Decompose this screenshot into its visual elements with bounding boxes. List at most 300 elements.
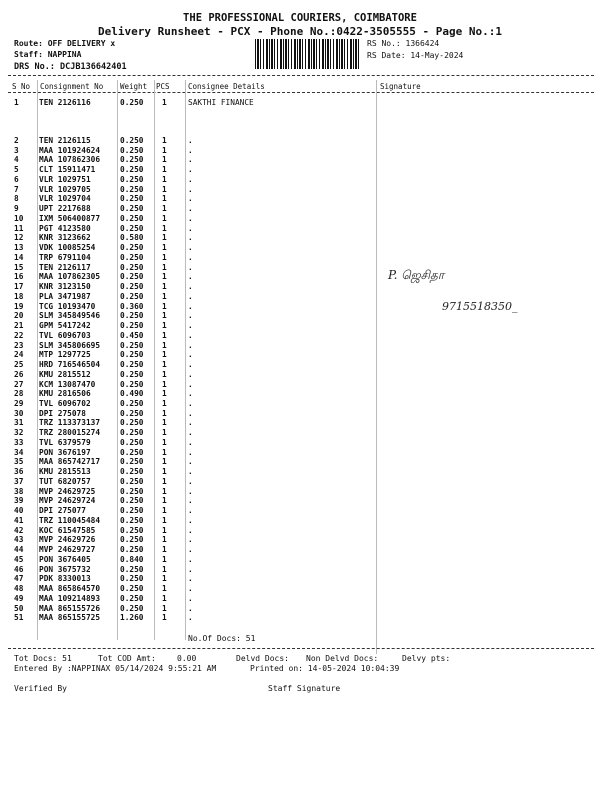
cell-wt: 0.250 — [120, 398, 144, 408]
cell-det: . — [188, 145, 193, 155]
cell-sno: 7 — [14, 184, 19, 194]
cell-wt: 1.260 — [120, 613, 144, 623]
cell-wt: 0.250 — [120, 204, 144, 214]
cell-pcs: 1 — [162, 252, 167, 262]
handwritten-signature: P. ஜெசிதா — [388, 268, 445, 282]
cell-det: . — [188, 291, 193, 301]
cell-cons: SLM 345849546 — [39, 311, 101, 321]
cell-cons: VLR 1029704 — [39, 194, 91, 204]
cell-wt: 0.250 — [120, 184, 144, 194]
cell-det: . — [188, 321, 193, 331]
drs-number: DRS No.: DCJB136642401 — [14, 62, 127, 72]
cell-det: . — [188, 174, 193, 184]
staff-label: Staff: NAPPINA — [14, 50, 82, 59]
cell-pcs: 1 — [162, 476, 167, 486]
cell-cons: MVP 24629726 — [39, 535, 96, 545]
cell-sno: 46 — [14, 564, 24, 574]
cell-wt: 0.250 — [120, 476, 144, 486]
staff-signature: Staff Signature — [268, 684, 341, 693]
cell-wt: 0.250 — [120, 311, 144, 321]
cell-sno: 19 — [14, 301, 24, 311]
cell-pcs: 1 — [162, 613, 167, 623]
table-row — [0, 204, 600, 214]
cell-pcs: 1 — [162, 360, 167, 370]
cell-pcs: 1 — [162, 321, 167, 331]
table-row — [0, 565, 600, 575]
cell-cons: KNR 3123662 — [39, 233, 91, 243]
cell-cons: TRZ 280015274 — [39, 428, 101, 438]
cell-wt: 0.250 — [120, 272, 144, 282]
table-row — [0, 399, 600, 409]
cell-pcs: 1 — [162, 379, 167, 389]
cell-pcs: 1 — [162, 545, 167, 555]
table-row — [0, 477, 600, 487]
cell-wt: 0.250 — [120, 165, 144, 175]
table-row — [0, 467, 600, 477]
cell-sno: 16 — [14, 272, 24, 282]
cell-sno: 28 — [14, 389, 24, 399]
cell-det: . — [188, 457, 193, 467]
cell-sno: 48 — [14, 584, 24, 594]
cell-pcs: 1 — [162, 204, 167, 214]
cell-sno: 49 — [14, 593, 24, 603]
cell-wt: 0.250 — [120, 243, 144, 253]
cell-sno: 23 — [14, 340, 24, 350]
cell-det: . — [188, 506, 193, 516]
cell-wt: 0.250 — [120, 535, 144, 545]
runsheet-title: Delivery Runsheet - PCX - Phone No.:0422-3505555 - Page No.:1 — [98, 25, 502, 38]
cell-pcs: 1 — [162, 174, 167, 184]
cell-cons: MAA 107862306 — [39, 155, 101, 165]
cell-wt: 0.250 — [120, 262, 144, 272]
column-header-weight: Weight — [120, 82, 148, 91]
route-label: Route: OFF DELIVERY x — [14, 39, 116, 48]
table-row — [0, 428, 600, 438]
cell-det: . — [188, 243, 193, 253]
cell-sno: 22 — [14, 330, 24, 340]
table-row — [0, 253, 600, 263]
cell-wt: 0.250 — [120, 603, 144, 613]
cell-pcs: 1 — [162, 184, 167, 194]
cell-pcs: 1 — [162, 584, 167, 594]
column-header-pcs: PCS — [156, 82, 170, 91]
cell-pcs: 1 — [162, 301, 167, 311]
cell-det: . — [188, 554, 193, 564]
cell-wt: 0.250 — [120, 321, 144, 331]
cell-det: . — [188, 467, 193, 477]
cell-wt: 0.250 — [120, 282, 144, 292]
cell-det: . — [188, 282, 193, 292]
cell-wt: 0.250 — [120, 574, 144, 584]
cell-cons: PDK 8330013 — [39, 574, 91, 584]
cell-sno: 42 — [14, 525, 24, 535]
cell-wt: 0.360 — [120, 301, 144, 311]
cell-wt: 0.840 — [120, 554, 144, 564]
cell-det: . — [188, 233, 193, 243]
cell-sno: 2 — [14, 136, 19, 145]
cell-cons: TVL 6096702 — [39, 398, 91, 408]
cell-cons: TVL 6379579 — [39, 437, 91, 447]
cell-cons: KMU 2815512 — [39, 369, 91, 379]
column-header-details: Consignee Details — [188, 82, 265, 91]
cell-cons: SLM 345806695 — [39, 340, 101, 350]
cell-wt: 0.250 — [120, 408, 144, 418]
cell-wt: 0.250 — [120, 379, 144, 389]
entered-by: Entered By :NAPPINAX 05/14/2024 9:55:21 AM — [14, 664, 217, 673]
no-of-docs: No.Of Docs: 51 — [188, 634, 256, 643]
cell-sno: 38 — [14, 486, 24, 496]
cell-pcs: 1 — [162, 564, 167, 574]
total-cod-label: Tot COD Amt: — [98, 654, 156, 663]
cell-sno: 10 — [14, 213, 24, 223]
column-header-consignment: Consignment No — [40, 82, 104, 91]
table-row — [0, 457, 600, 467]
cell-sno: 12 — [14, 233, 24, 243]
cell-cons: KNR 3123150 — [39, 282, 91, 292]
cell-wt: 0.250 — [120, 457, 144, 467]
cell-wt: 0.250 — [120, 291, 144, 301]
table-row — [0, 98, 600, 108]
cell-sno: 3 — [14, 145, 19, 155]
cell-wt: 0.250 — [120, 584, 144, 594]
table-row — [0, 136, 600, 146]
cell-cons: TCG 10193470 — [39, 301, 96, 311]
cell-pcs: 1 — [162, 194, 167, 204]
delivered-docs: Delvd Docs: — [236, 654, 289, 663]
cell-pcs: 1 — [162, 486, 167, 496]
cell-sno: 6 — [14, 174, 19, 184]
cell-cons: IXM 506400877 — [39, 213, 101, 223]
cell-pcs: 1 — [162, 418, 167, 428]
cell-det: . — [188, 194, 193, 204]
cell-pcs: 1 — [162, 398, 167, 408]
cell-cons: DPI 275078 — [39, 408, 86, 418]
cell-wt: 0.250 — [120, 447, 144, 457]
cell-det: . — [188, 360, 193, 370]
cell-cons: MAA 101924624 — [39, 145, 101, 155]
cell-sno: 45 — [14, 554, 24, 564]
cell-cons: VLR 1029751 — [39, 174, 91, 184]
cell-wt: 0.250 — [120, 98, 144, 107]
divider-header — [8, 92, 594, 93]
table-row — [0, 389, 600, 399]
cell-det: . — [188, 496, 193, 506]
cell-det: . — [188, 486, 193, 496]
cell-cons: TUT 6820757 — [39, 476, 91, 486]
cell-cons: MVP 24629724 — [39, 496, 96, 506]
table-row — [0, 574, 600, 584]
cell-cons: KMU 2816506 — [39, 389, 91, 399]
cell-pcs: 1 — [162, 165, 167, 175]
cell-wt: 0.250 — [120, 340, 144, 350]
cell-pcs: 1 — [162, 233, 167, 243]
rs-number: RS No.: 1366424 — [367, 39, 440, 48]
cell-cons: PON 3676197 — [39, 447, 91, 457]
cell-sno: 33 — [14, 437, 24, 447]
cell-cons: PGT 4123580 — [39, 223, 91, 233]
cell-sno: 21 — [14, 321, 24, 331]
cell-cons: MAA 865155725 — [39, 613, 101, 623]
cell-cons: MAA 107862305 — [39, 272, 101, 282]
cell-pcs: 1 — [162, 593, 167, 603]
cell-wt: 0.250 — [120, 467, 144, 477]
cell-sno: 26 — [14, 369, 24, 379]
cell-pcs: 1 — [162, 437, 167, 447]
table-row — [0, 165, 600, 175]
cell-wt: 0.250 — [120, 145, 144, 155]
cell-det: . — [188, 272, 193, 282]
cell-det: . — [188, 593, 193, 603]
cell-cons: GPM 5417242 — [39, 321, 91, 331]
cell-sno: 20 — [14, 311, 24, 321]
table-row — [0, 224, 600, 234]
table-row — [0, 155, 600, 165]
cell-pcs: 1 — [162, 262, 167, 272]
table-row — [0, 350, 600, 360]
cell-sno: 36 — [14, 467, 24, 477]
cell-sno: 47 — [14, 574, 24, 584]
cell-wt: 0.250 — [120, 174, 144, 184]
cell-wt: 0.490 — [120, 389, 144, 399]
cell-pcs: 1 — [162, 574, 167, 584]
cell-cons: MVP 24629727 — [39, 545, 96, 555]
table-row — [0, 233, 600, 243]
table-row — [0, 594, 600, 604]
cell-sno: 40 — [14, 506, 24, 516]
cell-sno: 29 — [14, 398, 24, 408]
cell-sno: 1 — [14, 98, 19, 107]
table-row — [0, 341, 600, 351]
cell-pcs: 1 — [162, 554, 167, 564]
cell-sno: 9 — [14, 204, 19, 214]
table-row — [0, 321, 600, 331]
table-row — [0, 243, 600, 253]
cell-pcs: 1 — [162, 136, 167, 145]
cell-det: . — [188, 515, 193, 525]
cell-cons: TVL 6096703 — [39, 330, 91, 340]
non-delivered-docs: Non Delvd Docs: — [306, 654, 379, 663]
cell-det: . — [188, 136, 193, 145]
cell-wt: 0.250 — [120, 252, 144, 262]
cell-det: . — [188, 252, 193, 262]
cell-det: . — [188, 476, 193, 486]
cell-sno: 17 — [14, 282, 24, 292]
cell-pcs: 1 — [162, 525, 167, 535]
cell-pcs: 1 — [162, 282, 167, 292]
cell-sno: 37 — [14, 476, 24, 486]
cell-wt: 0.250 — [120, 428, 144, 438]
cell-wt: 0.250 — [120, 223, 144, 233]
cell-sno: 50 — [14, 603, 24, 613]
cell-sno: 30 — [14, 408, 24, 418]
table-row — [0, 194, 600, 204]
barcode — [255, 39, 361, 69]
cell-det: . — [188, 213, 193, 223]
cell-pcs: 1 — [162, 447, 167, 457]
divider-top — [8, 75, 594, 76]
cell-det: . — [188, 613, 193, 623]
cell-pcs: 1 — [162, 467, 167, 477]
table-row — [0, 175, 600, 185]
cell-wt: 0.250 — [120, 213, 144, 223]
cell-pcs: 1 — [162, 98, 167, 107]
cell-wt: 0.250 — [120, 194, 144, 204]
cell-wt: 0.250 — [120, 437, 144, 447]
table-row — [0, 526, 600, 536]
cell-pcs: 1 — [162, 223, 167, 233]
handwritten-phone: 9715518350_ — [442, 300, 518, 313]
table-row — [0, 506, 600, 516]
cell-cons: TRZ 113373137 — [39, 418, 101, 428]
cell-cons: HRD 716546504 — [39, 360, 101, 370]
column-header-signature: Signature — [380, 82, 421, 91]
table-row — [0, 555, 600, 565]
cell-pcs: 1 — [162, 496, 167, 506]
cell-det: . — [188, 574, 193, 584]
table-row — [0, 418, 600, 428]
cell-pcs: 1 — [162, 145, 167, 155]
cell-sno: 5 — [14, 165, 19, 175]
cell-sno: 18 — [14, 291, 24, 301]
cell-det: . — [188, 184, 193, 194]
cell-wt: 0.250 — [120, 350, 144, 360]
cell-sno: 41 — [14, 515, 24, 525]
cell-sno: 44 — [14, 545, 24, 555]
cell-cons: KMU 2815513 — [39, 467, 91, 477]
cell-det: . — [188, 437, 193, 447]
table-row — [0, 535, 600, 545]
cell-pcs: 1 — [162, 506, 167, 516]
cell-det: . — [188, 155, 193, 165]
cell-wt: 0.250 — [120, 418, 144, 428]
table-row — [0, 146, 600, 156]
cell-wt: 0.250 — [120, 360, 144, 370]
divider-footer — [8, 648, 594, 649]
table-row — [0, 487, 600, 497]
cell-cons: TEN 2126117 — [39, 262, 91, 272]
rs-date: RS Date: 14-May-2024 — [367, 51, 464, 60]
cell-sno: 43 — [14, 535, 24, 545]
cell-det: . — [188, 447, 193, 457]
cell-sno: 8 — [14, 194, 19, 204]
cell-det: . — [188, 379, 193, 389]
cell-cons: MTP 1297725 — [39, 350, 91, 360]
printed-on: Printed on: 14-05-2024 10:04:39 — [250, 664, 400, 673]
cell-det: . — [188, 525, 193, 535]
cell-pcs: 1 — [162, 243, 167, 253]
cell-pcs: 1 — [162, 389, 167, 399]
total-cod-value: 0.00 — [177, 654, 197, 663]
cell-cons: TRP 6791104 — [39, 252, 91, 262]
cell-wt: 0.250 — [120, 136, 144, 145]
cell-cons: KCM 13087470 — [39, 379, 96, 389]
cell-wt: 0.250 — [120, 515, 144, 525]
cell-cons: VDK 10085254 — [39, 243, 96, 253]
table-row — [0, 380, 600, 390]
cell-det: . — [188, 204, 193, 214]
cell-wt: 0.250 — [120, 564, 144, 574]
cell-det: SAKTHI FINANCE — [188, 98, 254, 107]
cell-pcs: 1 — [162, 515, 167, 525]
cell-pcs: 1 — [162, 340, 167, 350]
total-docs: Tot Docs: 51 — [14, 654, 72, 663]
cell-pcs: 1 — [162, 535, 167, 545]
cell-pcs: 1 — [162, 350, 167, 360]
cell-wt: 0.250 — [120, 506, 144, 516]
cell-det: . — [188, 603, 193, 613]
cell-wt: 0.250 — [120, 496, 144, 506]
cell-pcs: 1 — [162, 272, 167, 282]
table-row — [0, 496, 600, 506]
cell-det: . — [188, 311, 193, 321]
cell-wt: 0.250 — [120, 593, 144, 603]
cell-pcs: 1 — [162, 291, 167, 301]
cell-sno: 15 — [14, 262, 24, 272]
table-row — [0, 604, 600, 614]
cell-sno: 35 — [14, 457, 24, 467]
table-row — [0, 613, 600, 623]
cell-sno: 4 — [14, 155, 19, 165]
cell-sno: 34 — [14, 447, 24, 457]
cell-sno: 24 — [14, 350, 24, 360]
table-row — [0, 448, 600, 458]
table-row — [0, 263, 600, 273]
cell-cons: DPI 275077 — [39, 506, 86, 516]
cell-cons: PON 3675732 — [39, 564, 91, 574]
cell-sno: 11 — [14, 223, 24, 233]
cell-det: . — [188, 545, 193, 555]
column-header-sno: S No — [12, 82, 31, 91]
cell-cons: MAA 109214893 — [39, 593, 101, 603]
cell-pcs: 1 — [162, 408, 167, 418]
cell-det: . — [188, 262, 193, 272]
cell-pcs: 1 — [162, 428, 167, 438]
cell-wt: 0.250 — [120, 486, 144, 496]
cell-wt: 0.250 — [120, 525, 144, 535]
cell-cons: TEN 2126116 — [39, 98, 91, 107]
cell-pcs: 1 — [162, 155, 167, 165]
delivery-points: Delvy pts: — [402, 654, 451, 663]
cell-cons: MVP 24629725 — [39, 486, 96, 496]
cell-sno: 39 — [14, 496, 24, 506]
table-row — [0, 370, 600, 380]
cell-cons: PLA 3471987 — [39, 291, 91, 301]
cell-cons: MAA 865864570 — [39, 584, 101, 594]
cell-pcs: 1 — [162, 330, 167, 340]
cell-cons: CLT 15911471 — [39, 165, 96, 175]
cell-det: . — [188, 535, 193, 545]
company-name: THE PROFESSIONAL COURIERS, COIMBATORE — [183, 12, 417, 24]
table-row — [0, 214, 600, 224]
cell-det: . — [188, 330, 193, 340]
cell-pcs: 1 — [162, 457, 167, 467]
cell-det: . — [188, 301, 193, 311]
cell-det: . — [188, 428, 193, 438]
verified-by: Verified By — [14, 684, 67, 693]
cell-wt: 0.450 — [120, 330, 144, 340]
table-row — [0, 282, 600, 292]
cell-cons: MAA 865155726 — [39, 603, 101, 613]
cell-cons: MAA 865742717 — [39, 457, 101, 467]
cell-det: . — [188, 389, 193, 399]
cell-det: . — [188, 350, 193, 360]
cell-cons: PON 3676405 — [39, 554, 91, 564]
cell-sno: 32 — [14, 428, 24, 438]
cell-cons: VLR 1029705 — [39, 184, 91, 194]
cell-det: . — [188, 408, 193, 418]
cell-det: . — [188, 223, 193, 233]
cell-cons: TRZ 110045484 — [39, 515, 101, 525]
